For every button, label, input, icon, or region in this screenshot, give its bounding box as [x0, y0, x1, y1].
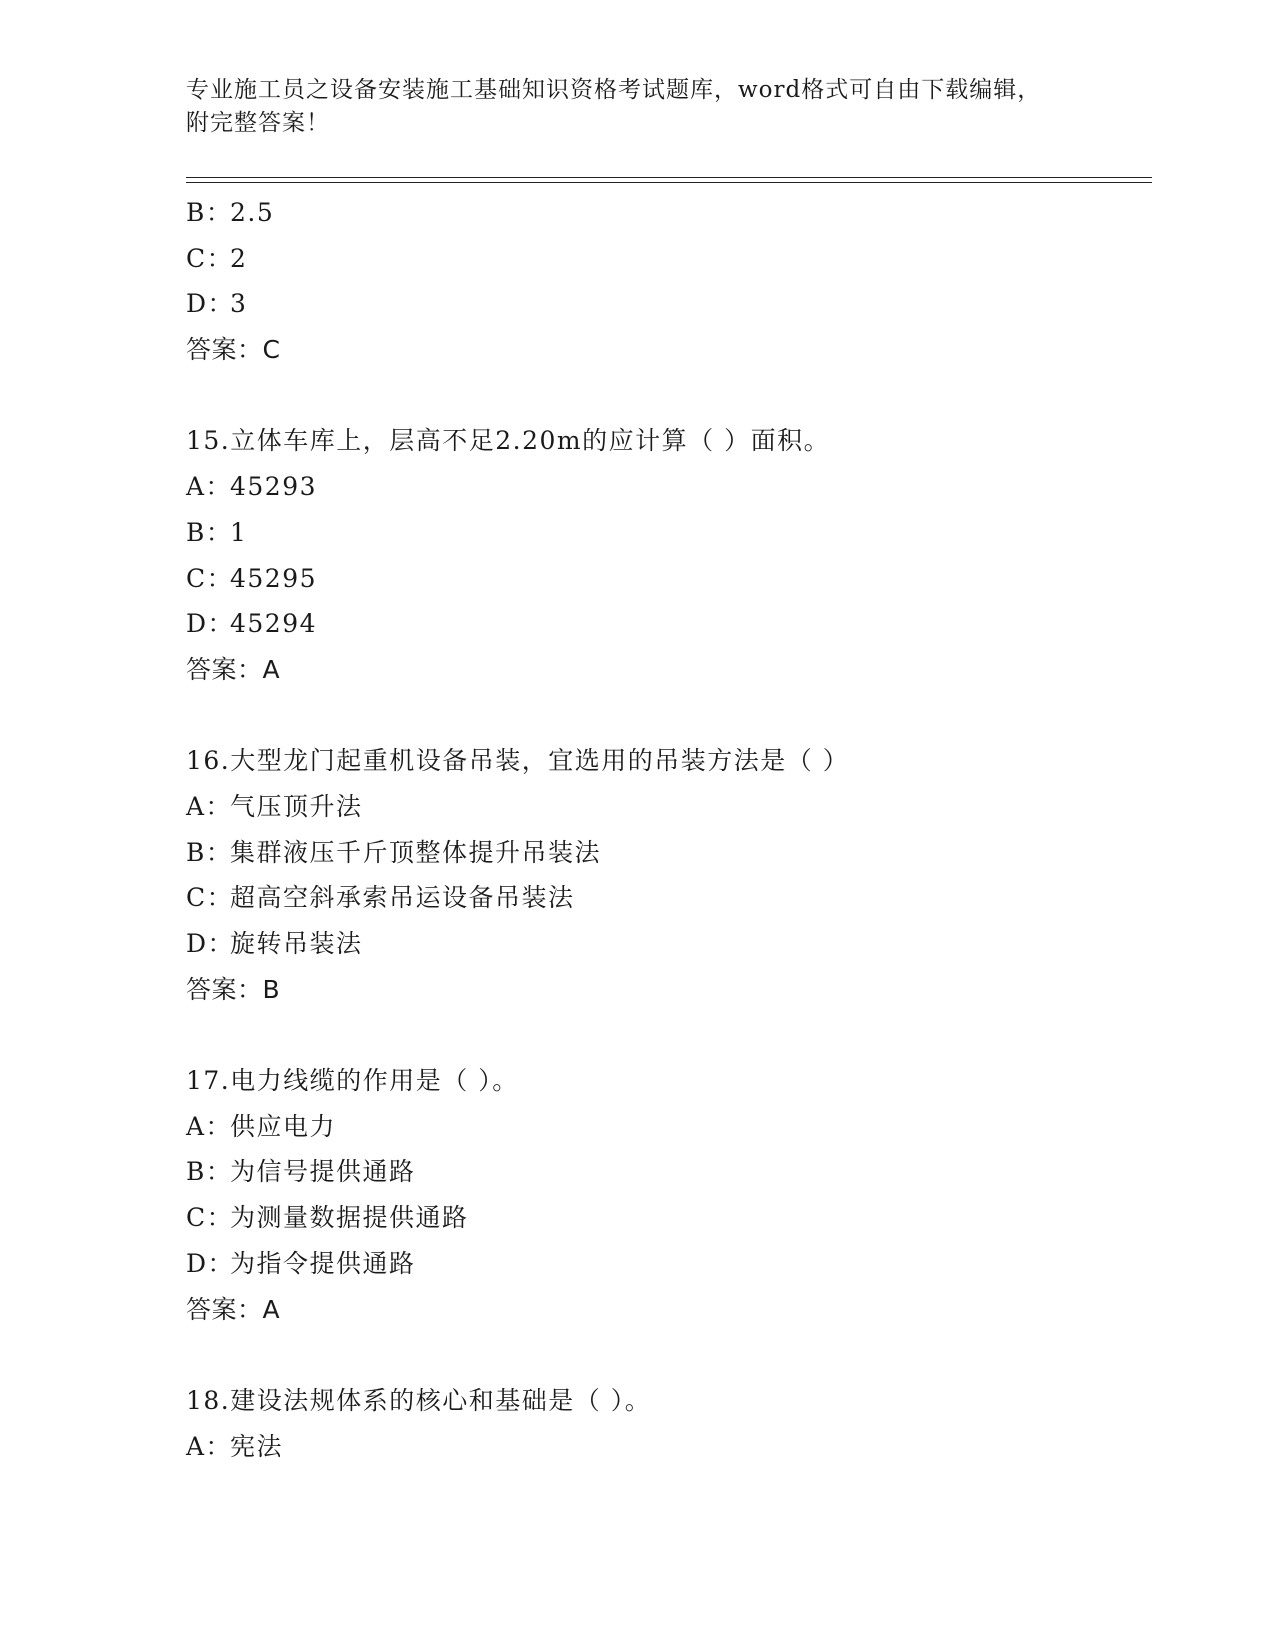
- spacer: [186, 373, 1146, 419]
- option-row: [186, 830, 1146, 876]
- option-text: 气压顶升法: [230, 791, 363, 821]
- option-text: 为信号提供通路: [230, 1157, 416, 1187]
- answer-line: 答案：A: [186, 654, 281, 684]
- option-row: [186, 556, 1146, 602]
- spacer: [186, 1012, 1146, 1058]
- option-letter: D：: [186, 1248, 235, 1278]
- option-letter: B：: [186, 837, 233, 867]
- spacer: [186, 693, 1146, 739]
- option-letter: A：: [186, 791, 233, 821]
- option-row: [186, 875, 1146, 921]
- question-18: [186, 1378, 1146, 1469]
- option-row: [186, 464, 1146, 510]
- question-17: [186, 1058, 1146, 1332]
- option-row: [186, 1241, 1146, 1287]
- option-row: [186, 1149, 1146, 1195]
- option-text: 超高空斜承索吊运设备吊装法: [230, 883, 575, 913]
- question-16: [186, 738, 1146, 1012]
- question-stem: 17.电力线缆的作用是（ ）。: [186, 1066, 519, 1096]
- option-row: [186, 921, 1146, 967]
- answer-line: 答案：B: [186, 974, 281, 1004]
- option-row: [186, 784, 1146, 830]
- spacer: [186, 1332, 1146, 1378]
- option-letter: B：: [186, 1157, 233, 1187]
- question-15: [186, 418, 1146, 692]
- option-letter: D：: [186, 289, 235, 319]
- option-row: [186, 601, 1146, 647]
- option-text: 旋转吊装法: [230, 929, 363, 958]
- option-letter: B：: [186, 517, 233, 547]
- option-text: 为测量数据提供通路: [230, 1203, 469, 1233]
- question-list: [186, 190, 1146, 1469]
- option-text: 45294: [230, 609, 318, 639]
- option-letter: B：: [186, 198, 233, 227]
- header-divider-top: [186, 177, 1152, 178]
- option-text: 集群液压千斤顶整体提升吊装法: [230, 837, 602, 867]
- header-line-2: 附完整答案！: [186, 110, 330, 136]
- header-divider-bottom: [186, 182, 1152, 183]
- option-text: 2: [230, 243, 248, 273]
- option-letter: C：: [186, 883, 234, 913]
- option-text: 为指令提供通路: [230, 1248, 416, 1278]
- option-letter: A：: [186, 1431, 233, 1461]
- option-row: [186, 1424, 1146, 1470]
- option-text: 3: [230, 289, 248, 319]
- document-header: [186, 74, 1086, 140]
- option-text: 供应电力: [230, 1111, 337, 1141]
- option-row: [186, 1104, 1146, 1150]
- answer-line: 答案：A: [186, 1294, 281, 1324]
- option-row: [186, 236, 1146, 282]
- option-text: 2.5: [230, 198, 275, 227]
- option-letter: C：: [186, 243, 234, 273]
- option-text: 45293: [230, 472, 318, 502]
- question-stem: 18.建设法规体系的核心和基础是（ ）。: [186, 1385, 652, 1415]
- option-text: 45295: [230, 563, 318, 593]
- option-row: [186, 510, 1146, 556]
- option-letter: C：: [186, 1203, 234, 1233]
- answer-line: 答案：C: [186, 335, 281, 365]
- option-row: [186, 190, 1146, 236]
- option-row: [186, 281, 1146, 327]
- option-text: 宪法: [230, 1431, 284, 1461]
- option-letter: A：: [186, 1111, 233, 1141]
- question-stem: 16.大型龙门起重机设备吊装，宜选用的吊装方法是（ ）: [186, 746, 850, 776]
- question-stem: 15.立体车库上，层高不足2.20m的应计算（ ）面积。: [186, 426, 831, 456]
- option-letter: D：: [186, 929, 235, 958]
- option-letter: A：: [186, 472, 233, 502]
- previous-question-tail: [186, 190, 1146, 373]
- option-row: [186, 1195, 1146, 1241]
- header-line-1: 专业施工员之设备安装施工基础知识资格考试题库，word格式可自由下载编辑，: [186, 77, 1042, 103]
- option-letter: D：: [186, 609, 235, 639]
- option-text: 1: [230, 517, 248, 547]
- option-letter: C：: [186, 563, 234, 593]
